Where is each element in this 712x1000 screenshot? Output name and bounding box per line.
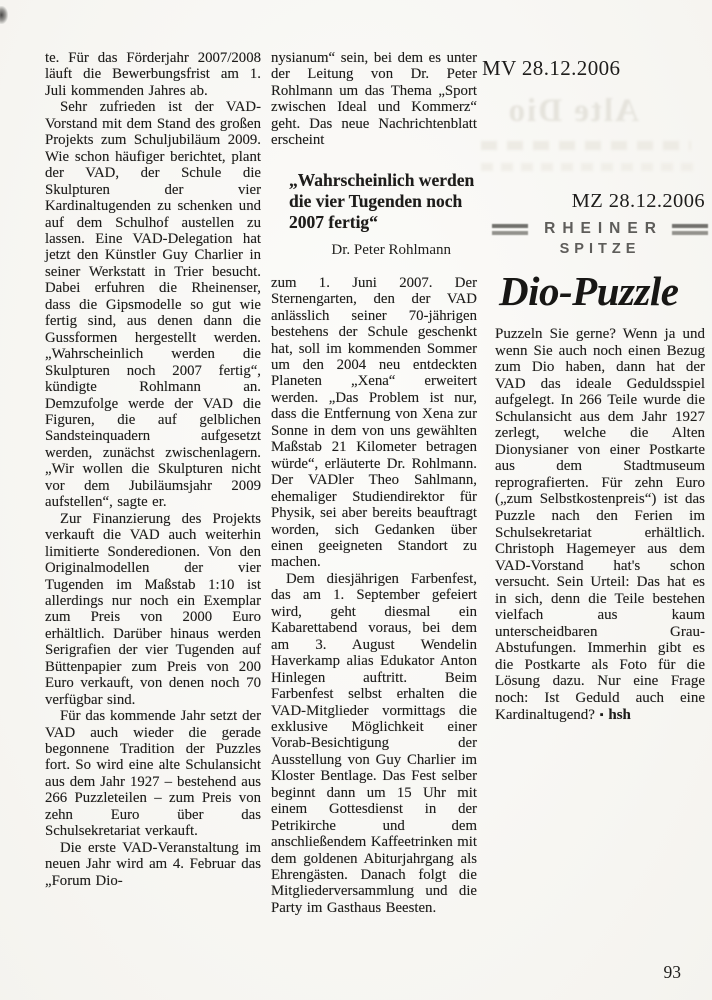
pull-quote-text: „Wahrscheinlich werden die vier Tugenden noch 2007 fertig“ — [289, 169, 475, 232]
paragraph: Sehr zufrieden ist der VAD-Vorstand mit dem Stand des großen Projekts zum Schuljubiläum 2009. Wie schon häufiger berichtet, plant der VAD, der Schule die Skulpturen der vier Kardinaltugenden zu schenken und auf dem Schulhof austellen zu lassen. Eine VAD-Delegation hat jetzt den Künstler Guy Charlier in seiner Werkstatt in Trier besucht. Dabei erfuhren die Rheinenser, dass die Gipsmodelle so gut wie fertig sind, aus denen dann die Gussformen hergestellt werden. „Wahrscheinlich werden die Skulpturen noch 2007 fertig“, kündigte Rohlmann an. Demzufolge werde der VAD die Figuren, die auf gelblichen Sandsteinquadern aufgesetzt werden, zunächst zwischenlagern. „Wir wollen die Skulpturen nicht vor dem Jubiläumsjahr 2009 aufstellen“, sagte er. — [45, 99, 261, 511]
pull-quote — [289, 170, 477, 259]
logo-word-rheiner: RHEINER — [544, 220, 663, 237]
paragraph: Dem diesjährigen Farbenfest, das am 1. September gefeiert wird, geht diesmal ein Kabarettabend voraus, bei dem am 3. August Wendelin Haverkamp alias Edukator Anton Hinlegen auftritt. Beim Farbenfest selbst erhalten die VAD-Mitglieder vormittags die exklusive Möglichkeit einer Vorab-Besichtigung der Ausstellung von Guy Charlier im Kloster Bentlage. Das Fest selber beginnt dann um 15 Uhr mit einem Gottesdienst in der Petrikirche und dem anschließendem Kaffeetrinken mit dem goldenen Abiturjahrgang als Ehrengästen. Danach folgt die Mitgliederversammlung und die Party im Gasthaus Beesten. — [271, 570, 477, 916]
page-number: 93 — [663, 962, 681, 982]
article-column-middle — [271, 50, 477, 916]
paragraph: zum 1. Juni 2007. Der Sternengarten, den der VAD anlässlich seiner 70-jährigen bestehens der Schule geschenkt hat, soll im kommenden Sommer um den 2004 neu entdeckten Planeten „Xena“ erweitert werden. „Das Problem ist nur, dass die Entfernung von Xena zur Sonne in dem von uns gewählten Maßstab 21 Kilometer betragen würde“, erläuterte Dr. Rohlmann. Der VADler Theo Sahlmann, ehemaliger Studiendirektor für Physik, sei aber bereits beauftragt worden, sich Gedanken über einen geeigneten Standort zu machen. — [271, 274, 477, 571]
bleedthrough-smudge — [481, 163, 701, 171]
paragraph-continuation: nysianum“ sein, bei dem es unter der Leitung von Dr. Peter Rohlmann um das Thema „Sport zwischen Ideal und Kommerz“ geht. Das neue Nachrichtenblatt erscheint — [271, 50, 477, 149]
logo-stripes-left-icon — [492, 224, 528, 235]
logo-word-spitze: SPITZE — [559, 241, 641, 257]
square-bullet-icon: ▪ — [599, 708, 604, 721]
paragraph: Für das kommende Jahr setzt der VAD auch wieder die gerade begonnene Tradition der Puzzles fort. So wird eine alte Schulansicht aus dem Jahr 1927 – bestehend aus 266 Puzzleteilen – zum Preis von zehn Euro über das Schulsekretariat verkauft. — [45, 708, 261, 840]
source-date-mz: MZ 28.12.2006 — [571, 190, 705, 212]
bleedthrough-artifact — [495, 81, 705, 189]
article-body — [495, 326, 705, 723]
scan-smudge-artifact — [0, 6, 8, 24]
column-right — [482, 55, 705, 723]
author-initials: hsh — [608, 706, 631, 723]
bleedthrough-smudge — [481, 141, 691, 150]
logo-stripes-right-icon — [672, 224, 708, 235]
article-headline: Dio-Puzzle — [499, 268, 679, 314]
article-column-left — [45, 50, 261, 889]
rheiner-spitze-logo — [495, 220, 705, 257]
bleedthrough-mirrored-text: Alte Dio — [506, 93, 639, 129]
paragraph: Zur Finanzierung des Projekts verkauft die VAD auch weiterhin limitierte Sonderedionen. Von den Originalmodellen der vier Tugenden im Maßstab 1:10 ist allerdings nur noch ein Exemplar zum Preis von 2000 Euro erhältlich. Darüber hinaus werden Serigrafien der vier Tugenden auf Büttenpapier zum Preis von 200 Euro verkauft, von denen noch 70 verfügbar sind. — [45, 510, 261, 708]
pull-quote-attribution: Dr. Peter Rohlmann — [331, 241, 451, 258]
logo-top-row — [495, 220, 705, 238]
article-body-text: Puzzeln Sie gerne? Wenn ja und wenn Sie auch noch einen Bezug zum Dio haben, dann hat der VAD das ideale Geduldsspiel aufgelegt. In 266 Teile wurde die Schulansicht aus dem Jahr 1927 zerlegt, welche die Alten Dionysianer von einer Postkarte aus dem Stadtmuseum reprografierten. Für zehn Euro („zum Selbstkostenpreis“) ist das Puzzle nach den Ferien im Schulsekretariat erhältlich. Christoph Hagemeyer aus dem VAD-Vorstand hat's schon versucht. Sein Urteil: Das hat es in sich, denn die Teile bestehen vielfach aus kaum unterscheidbaren Grau-Abstufungen. Immerhin gibt es die Postkarte als Foto für die Lösung dazu. Nur eine Frage noch: Ist Geduld auch eine Kardinaltugend? — [495, 326, 705, 723]
paragraph: Die erste VAD-Veranstaltung im neuen Jahr wird am 4. Februar das „Forum Dio- — [45, 839, 261, 889]
source-date-mv: MV 28.12.2006 — [482, 56, 621, 80]
paragraph-continuation: te. Für das Förderjahr 2007/2008 läuft die Bewerbungsfrist am 1. Juli kommenden Jahres ab. — [45, 50, 261, 99]
